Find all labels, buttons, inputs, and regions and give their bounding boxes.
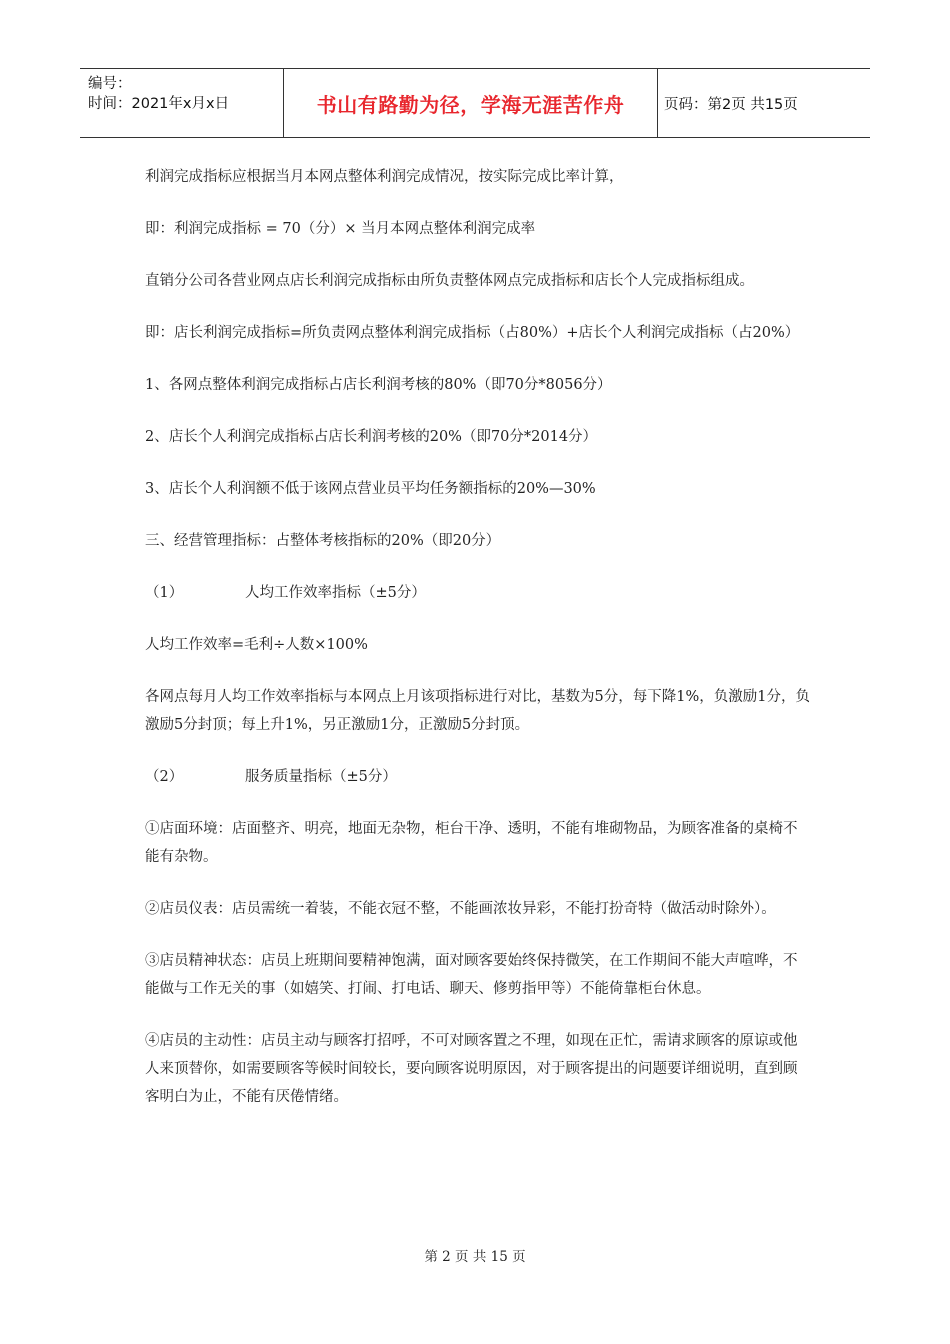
paragraph: 人均工作效率=毛利÷人数×100% — [145, 637, 368, 653]
paragraph: 即：利润完成指标 = 70（分）× 当月本网点整体利润完成率 — [145, 221, 536, 237]
document-date: 时间：2021年x月x日 — [88, 96, 230, 112]
document-number-label: 编号： — [88, 76, 132, 92]
subsection-number: （2） — [145, 769, 184, 785]
subsection-heading-1 — [145, 579, 810, 607]
section-heading: 三、经营管理指标：占整体考核指标的20%（即20分） — [145, 533, 501, 549]
paragraph: 各网点每月人均工作效率指标与本网点上月该项指标进行对比，基数为5分，每下降1%，负激励1分，负激励5分封顶；每上升1%，另正激励1分，正激励5分封顶。 — [145, 689, 810, 733]
paragraph: 即：店长利润完成指标=所负责网点整体利润完成指标（占80%）+店长个人利润完成指标（占20%） — [145, 325, 800, 341]
subsection-heading-2 — [145, 763, 810, 791]
paragraph: ②店员仪表：店员需统一着装，不能衣冠不整，不能画浓妆异彩，不能打扮奇特（做活动时除外）。 — [145, 901, 776, 917]
paragraph: ①店面环境：店面整齐、明亮，地面无杂物，柜台干净、透明，不能有堆砌物品，为顾客准备的桌椅不能有杂物。 — [145, 821, 798, 865]
subsection-title: 人均工作效率指标（±5分） — [245, 585, 426, 601]
page-header — [80, 68, 870, 138]
paragraph: 利润完成指标应根据当月本网点整体利润完成情况，按实际完成比率计算， — [145, 169, 624, 185]
document-body — [145, 163, 810, 1135]
paragraph: ④店员的主动性：店员主动与顾客打招呼，不可对顾客置之不理，如现在正忙，需请求顾客的原谅或他人来顶替你，如需要顾客等候时间较长，要向顾客说明原因，对于顾客提出的问题要详细说明，直到顾客明白为止，不能有厌倦情绪。 — [145, 1033, 798, 1105]
page-footer: 第 2 页 共 15 页 — [424, 1249, 526, 1265]
list-item: 2、店长个人利润完成指标占店长利润考核的20%（即70分*2014分） — [145, 429, 598, 445]
header-meta — [80, 69, 283, 137]
subsection-title: 服务质量指标（±5分） — [245, 769, 397, 785]
header-divider-right — [657, 69, 658, 137]
list-item: 1、各网点整体利润完成指标占店长利润考核的80%（即70分*8056分） — [145, 377, 612, 393]
list-item: 3、店长个人利润额不低于该网点营业员平均任务额指标的20%—30% — [145, 481, 596, 497]
header-page-info: 页码：第2页 共15页 — [664, 96, 798, 113]
subsection-number: （1） — [145, 585, 184, 601]
paragraph: 直销分公司各营业网点店长利润完成指标由所负责整体网点完成指标和店长个人完成指标组成。 — [145, 273, 754, 289]
paragraph: ③店员精神状态：店员上班期间要精神饱满，面对顾客要始终保持微笑，在工作期间不能大声喧哗，不能做与工作无关的事（如嬉笑、打闹、打电话、聊天、修剪指甲等）不能倚靠柜台休息。 — [145, 953, 798, 997]
header-motto: 书山有路勤为径，学海无涯苦作舟 — [316, 92, 625, 117]
